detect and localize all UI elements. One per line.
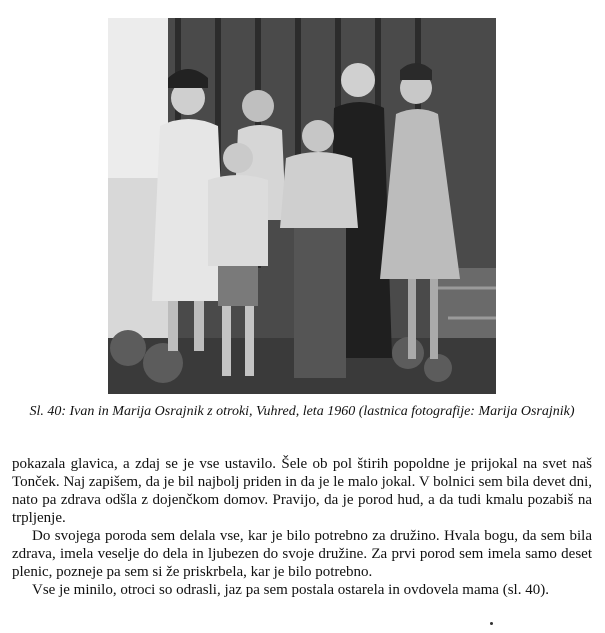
paragraph-2: Do svojega poroda sem delala vse, kar je bilo potrebno za družino. Hvala bogu, da sem bila zdrava, imela veselje do dela in ljubezen do svoje družine. Za prvi porod sem imela samo deset plenic, pozneje pa sem si že priskrbela, kar je bilo potrebno.	[12, 528, 592, 580]
print-speck	[490, 622, 493, 625]
paragraph-3: Vse je minilo, otroci so odrasli, jaz pa sem postala ostarela in ovdovela mama (sl. 40).	[32, 582, 549, 598]
photograph-image	[108, 18, 496, 394]
body-text	[12, 455, 592, 599]
figure-caption: Sl. 40: Ivan in Marija Osrajnik z otroki, Vuhred, leta 1960 (lastnica fotografije: Marija Osrajnik)	[29, 404, 575, 419]
paragraph-1: pokazala glavica, a zdaj se je vse ustavilo. Šele ob pol štirih popoldne je prijokal na svet naš Tonček. Naj zapišem, da je bil najbolj priden in da je le malo jokal. V bolnici sem bila devet dni, nato pa zdrava odšla z dojenčkom domov. Pravijo, da je porod hud, a da tudi kmalu pozabiš na trpljenje.	[12, 456, 592, 526]
family-photograph	[108, 18, 496, 394]
